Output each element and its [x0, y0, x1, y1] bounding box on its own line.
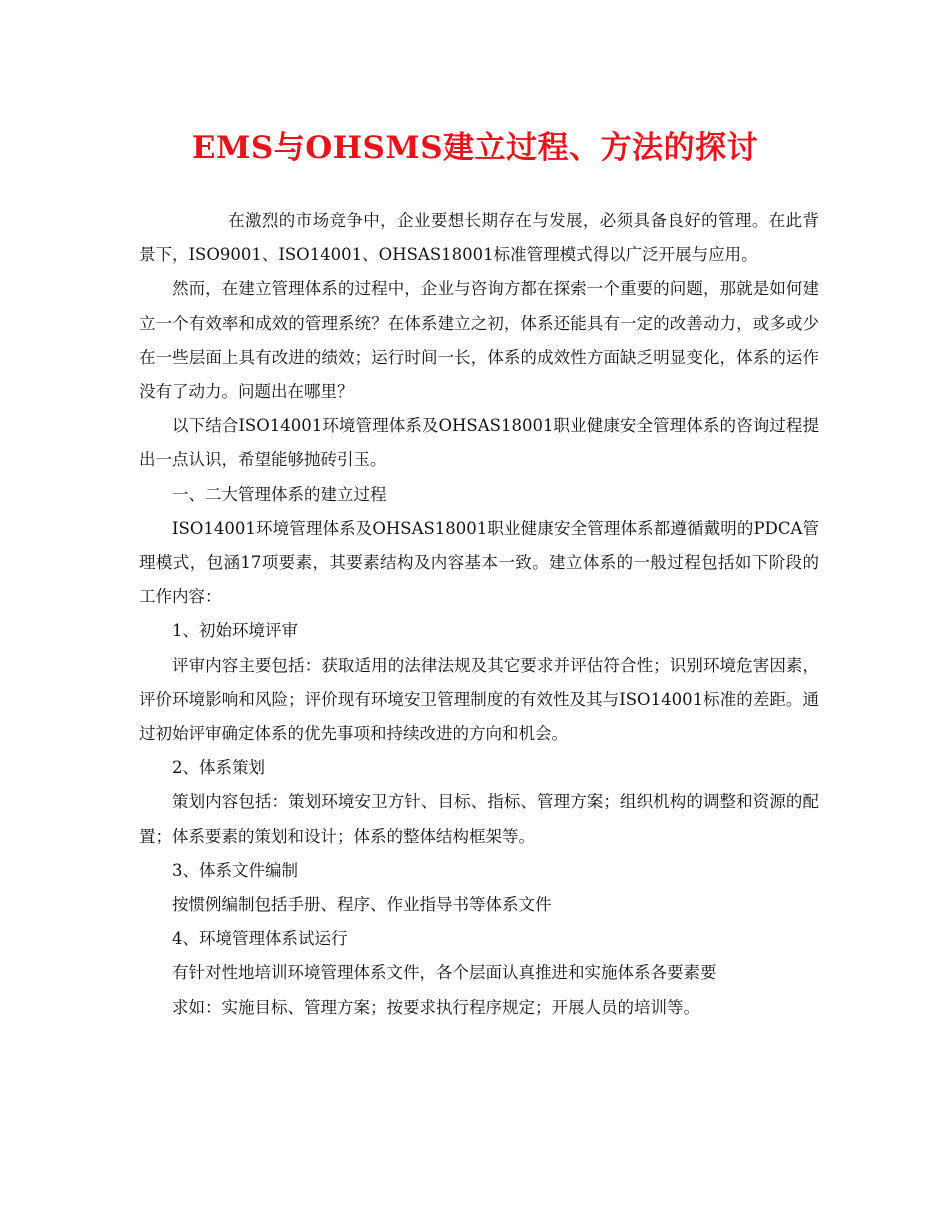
paragraph-initial-review: 评审内容主要包括：获取适用的法律法规及其它要求并评估符合性；识别环境危害因素，评价环境影响和风险；评价现有环境安卫管理制度的有效性及其与ISO14001标准的差距。通过初始评审确定体系的优先事项和持续改进的方向和机会。	[139, 655, 819, 744]
section-heading-1: 一、二大管理体系的建立过程	[172, 484, 387, 504]
paragraph-problem: 然而，在建立管理体系的过程中，企业与咨询方都在探索一个重要的问题，那就是如何建立一个有效率和成效的管理系统？在体系建立之初，体系还能具有一定的改善动力，或多或少在一些层面上具有改进的绩效；运行时间一长，体系的成效性方面缺乏明显变化，体系的运作没有了动力。问题出在哪里？	[139, 279, 819, 402]
subheading-initial-review: 1、初始环境评审	[172, 621, 298, 641]
paragraph-trial-run: 有针对性地培训环境管理体系文件，各个层面认真推进和实施体系各要素要	[172, 963, 717, 983]
paragraph-system-planning: 策划内容包括：策划环境安卫方针、目标、指标、管理方案；组织机构的调整和资源的配置；体系要素的策划和设计；体系的整体结构框架等。	[139, 792, 819, 846]
document-body	[139, 204, 819, 1025]
paragraph-purpose: 以下结合ISO14001环境管理体系及OHSAS18001职业健康安全管理体系的咨询过程提出一点认识，希望能够抛砖引玉。	[139, 416, 819, 470]
paragraph-pdca: ISO14001环境管理体系及OHSAS18001职业健康安全管理体系都遵循戴明的PDCA管理模式，包涵17项要素，其要素结构及内容基本一致。建立体系的一般过程包括如下阶段的工作内容：	[139, 518, 819, 607]
paragraph-documentation: 按惯例编制包括手册、程序、作业指导书等体系文件	[172, 895, 552, 915]
document-title: EMS与OHSMS建立过程、方法的探讨	[191, 130, 759, 166]
paragraph-intro: 在激烈的市场竞争中，企业要想长期存在与发展，必须具备良好的管理。在此背景下，ISO9001、ISO14001、OHSAS18001标准管理模式得以广泛开展与应用。	[139, 211, 819, 265]
subheading-documentation: 3、体系文件编制	[172, 860, 298, 880]
subheading-system-planning: 2、体系策划	[172, 758, 265, 778]
paragraph-trial-run-continued: 求如：实施目标、管理方案；按要求执行程序规定；开展人员的培训等。	[172, 997, 700, 1017]
subheading-trial-run: 4、环境管理体系试运行	[172, 929, 348, 949]
